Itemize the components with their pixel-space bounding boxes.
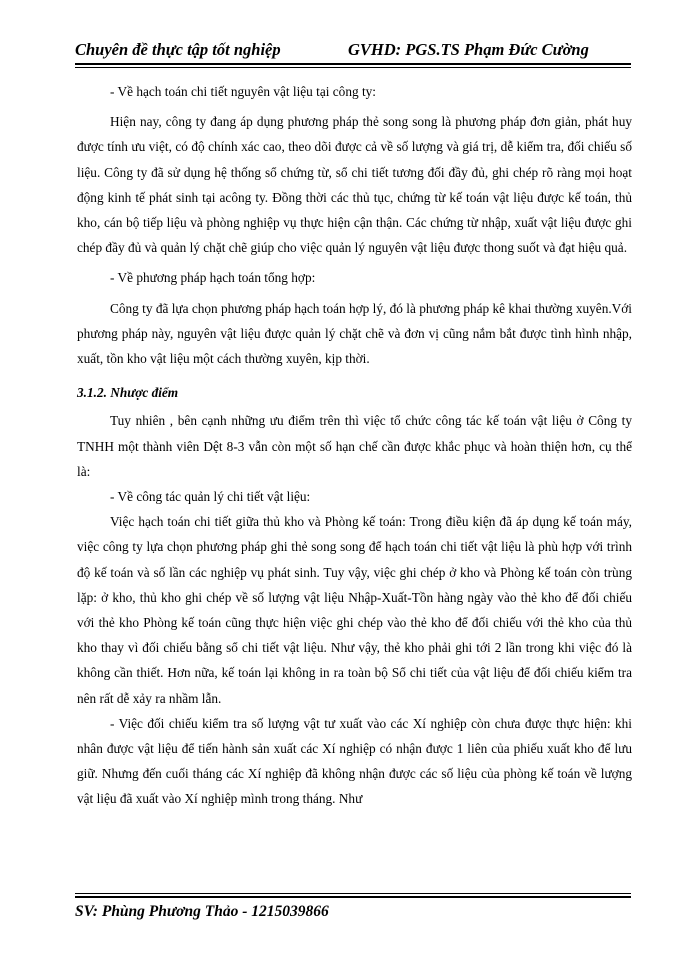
page-footer: SV: Phùng Phương Thảo - 1215039866 [75, 903, 329, 920]
paragraph: - Về công tác quản lý chi tiết vật liệu: [110, 489, 311, 505]
header-rule [75, 63, 631, 65]
paragraph: - Về hạch toán chi tiết nguyên vật liệu tại công ty: [110, 84, 376, 99]
page-header [75, 40, 631, 62]
paragraph: Công ty đã lựa chọn phương pháp hạch toán hợp lý, đó là phương pháp kê khai thường xuyên.Với phương pháp này, nguyên vật liệu được quản lý chặt chẽ và đơn vị cũng nắm bắt được tình hình nhập, xuất, tồn kho vật liệu một cách thường xuyên, kịp thời. [77, 300, 632, 367]
paragraph: Tuy nhiên , bên cạnh những ưu điểm trên thì việc tổ chức công tác kế toán vật liệu ở Công ty TNHH một thành viên Dệt 8-3 vẫn còn một số hạn chế cần được khắc phục và hoàn thiện hơn, cụ thể là: [77, 413, 632, 479]
header-advisor: GVHD: PGS.TS Phạm Đức Cường [348, 40, 589, 59]
paragraph: Việc hạch toán chi tiết giữa thủ kho và Phòng kế toán: Trong điều kiện đã áp dụng kế toán máy, việc công ty lựa chọn phương pháp ghi thẻ song song để hạch toán chi tiết vật liệu là phù hợp với trình độ kế toán và số lần các nghiệp vụ phát sinh. Tuy vậy, việc ghi chép ở kho và Phòng kế toán còn trùng lặp: ở kho, thủ kho ghi chép về số lượng vật liệu Nhập-Xuất-Tồn hàng ngày vào thẻ kho để đối chiếu với thẻ kho Phòng kế toán cũng thực hiện việc ghi chép vào thẻ kho để đối chiếu với thẻ kho của thủ kho thay vì đối chiếu bằng sổ chi tiết vật liệu. Như vậy, thẻ kho phải ghi tới 2 lần trong khi việc đó là không cần thiết. Hơn nữa, kế toán lại không in ra toàn bộ Sổ chi tiết của vật liệu để đối chiếu kiểm tra nên rất dễ xảy ra nhầm lẫn. [77, 514, 632, 706]
footer-rule-thin [75, 893, 631, 894]
paragraph: Hiện nay, công ty đang áp dụng phương pháp thẻ song song là phương pháp đơn giản, phát huy được tính ưu việt, có độ chính xác cao, theo dõi được cả về số lượng và giá trị, dễ kiểm tra, đối chiếu số liệu. Công ty đã sử dụng hệ thống sổ chứng từ, sổ chi tiết tương đối đầy đủ, ghi chép rõ ràng mọi hoạt động kinh tế phát sinh tại acông ty. Đồng thời các thủ tục, chứng từ kế toán vật liệu được kế toán, thủ kho, cán bộ tiếp liệu và phòng nghiệp vụ thực hiện cận thận. Các chứng từ nhập, xuất vật liệu được ghi chép đầy đủ và quản lý chặt chẽ giúp cho việc quản lý nguyên vật liệu được thong suốt và đạt hiệu quả. [77, 114, 632, 256]
paragraph: - Việc đối chiếu kiểm tra số lượng vật tư xuất vào các Xí nghiệp còn chưa được thực hiện: khi nhân được vật liệu để tiến hành sản xuất các Xí nghiệp có nhận được 1 liên của phiếu xuất kho để lưu giữ. Nhưng đến cuối tháng các Xí nghiệp đã không nhận được các số liệu của phòng kế toán về lượng vật liệu đã xuất vào Xí nghiệp mình trong tháng. Như [77, 715, 632, 807]
footer-rule [75, 896, 631, 898]
paragraph: - Về phương pháp hạch toán tổng hợp: [110, 270, 316, 286]
header-rule-thin [75, 67, 631, 68]
page-body [77, 79, 632, 812]
section-heading: 3.1.2. Nhược điểm [77, 385, 179, 401]
header-title: Chuyên đề thực tập tốt nghiệp [75, 40, 281, 59]
